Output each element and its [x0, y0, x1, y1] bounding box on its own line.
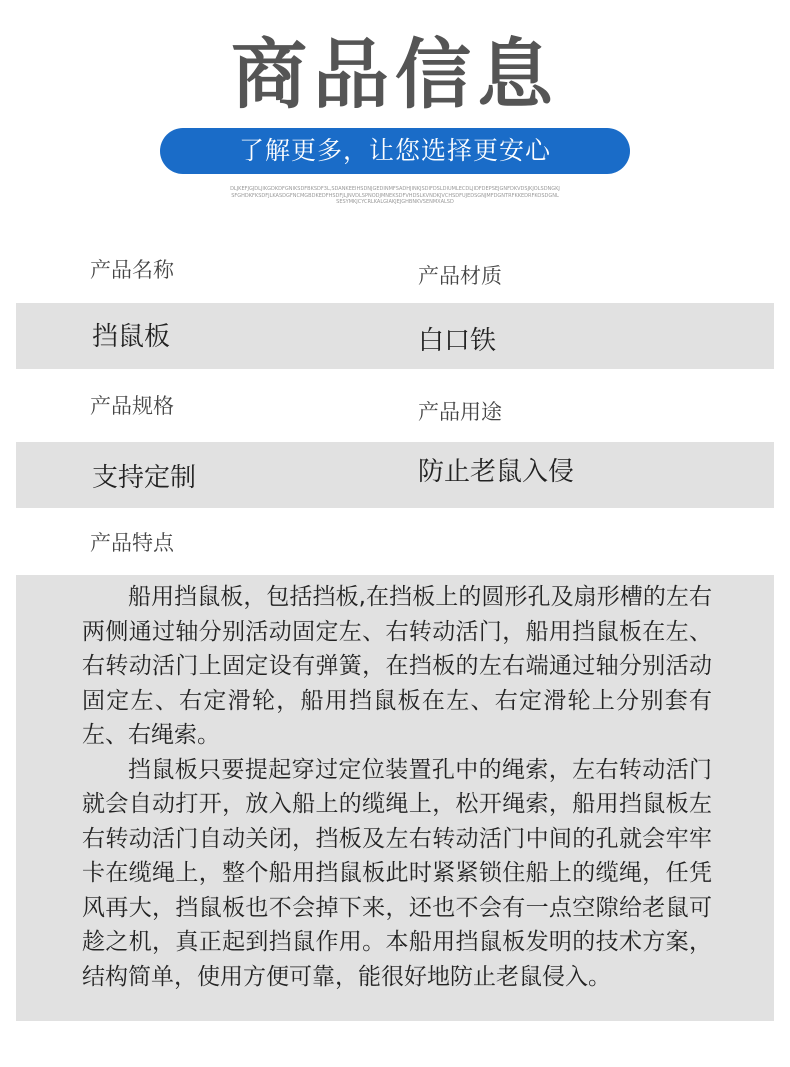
product-usage-value: 防止老鼠入侵	[418, 457, 575, 487]
product-name-label: 产品名称	[90, 258, 174, 282]
product-material-value: 白口铁	[418, 326, 497, 356]
product-material-label: 产品材质	[418, 264, 502, 288]
features-description	[82, 580, 712, 994]
product-spec-value: 支持定制	[92, 463, 197, 493]
product-features-label: 产品特点	[90, 531, 174, 555]
features-paragraph: 挡鼠板只要提起穿过定位装置孔中的绳索，左右转动活门就会自动打开，放入船上的缆绳上，松开绳索，船用挡鼠板左右转动活门自动关闭，挡板及左右转动活门中间的孔就会牢牢卡在缆绳上，整个船用挡鼠板此时紧紧锁住船上的缆绳，任凭风再大，挡鼠板也不会掉下来，还也不会有一点空隙给老鼠可趁之机，真正起到挡鼠作用。本船用挡鼠板发明的技术方案，结构简单，使用方便可靠，能很好地防止老鼠侵入。	[82, 756, 712, 990]
decorative-fine-print: DLJKEFJGJDLJIKGDKDFGNIKSDFBKSDF3L,SDANKEEIHSDNJGEDINMFSADHJINKJSDIFDSLDIUMLECDLJIDFDEPSEJGNFDKVDSJKJOLSDNGKJSFGHDKFKSDFJLKASDGFNCMGBDKEDFHSDFJLJNVDLSPNODJMNEKSDFVHDSLKVNDKJVCHSDFUJEDSGNJMFDGNTRFKKEDRFKOSDGNLSESYMKJCYCRLKALGIAKJEJGHBNKVSENMXALSD	[230, 186, 560, 205]
product-spec-label: 产品规格	[90, 394, 174, 418]
features-paragraph: 船用挡鼠板，包括挡板,在挡板上的圆形孔及扇形槽的左右两侧通过轴分别活动固定左、右转动活门，船用挡鼠板在左、右转动活门上固定设有弹簧，在挡板的左右端通过轴分别活动固定左、右定滑轮，船用挡鼠板在左、右定滑轮上分别套有左、右绳索。	[82, 584, 712, 748]
subtitle-banner: 了解更多，让您选择更安心	[160, 128, 630, 174]
product-usage-label: 产品用途	[418, 400, 502, 424]
product-name-value: 挡鼠板	[92, 322, 171, 352]
page-title: 商品信息	[231, 30, 559, 119]
